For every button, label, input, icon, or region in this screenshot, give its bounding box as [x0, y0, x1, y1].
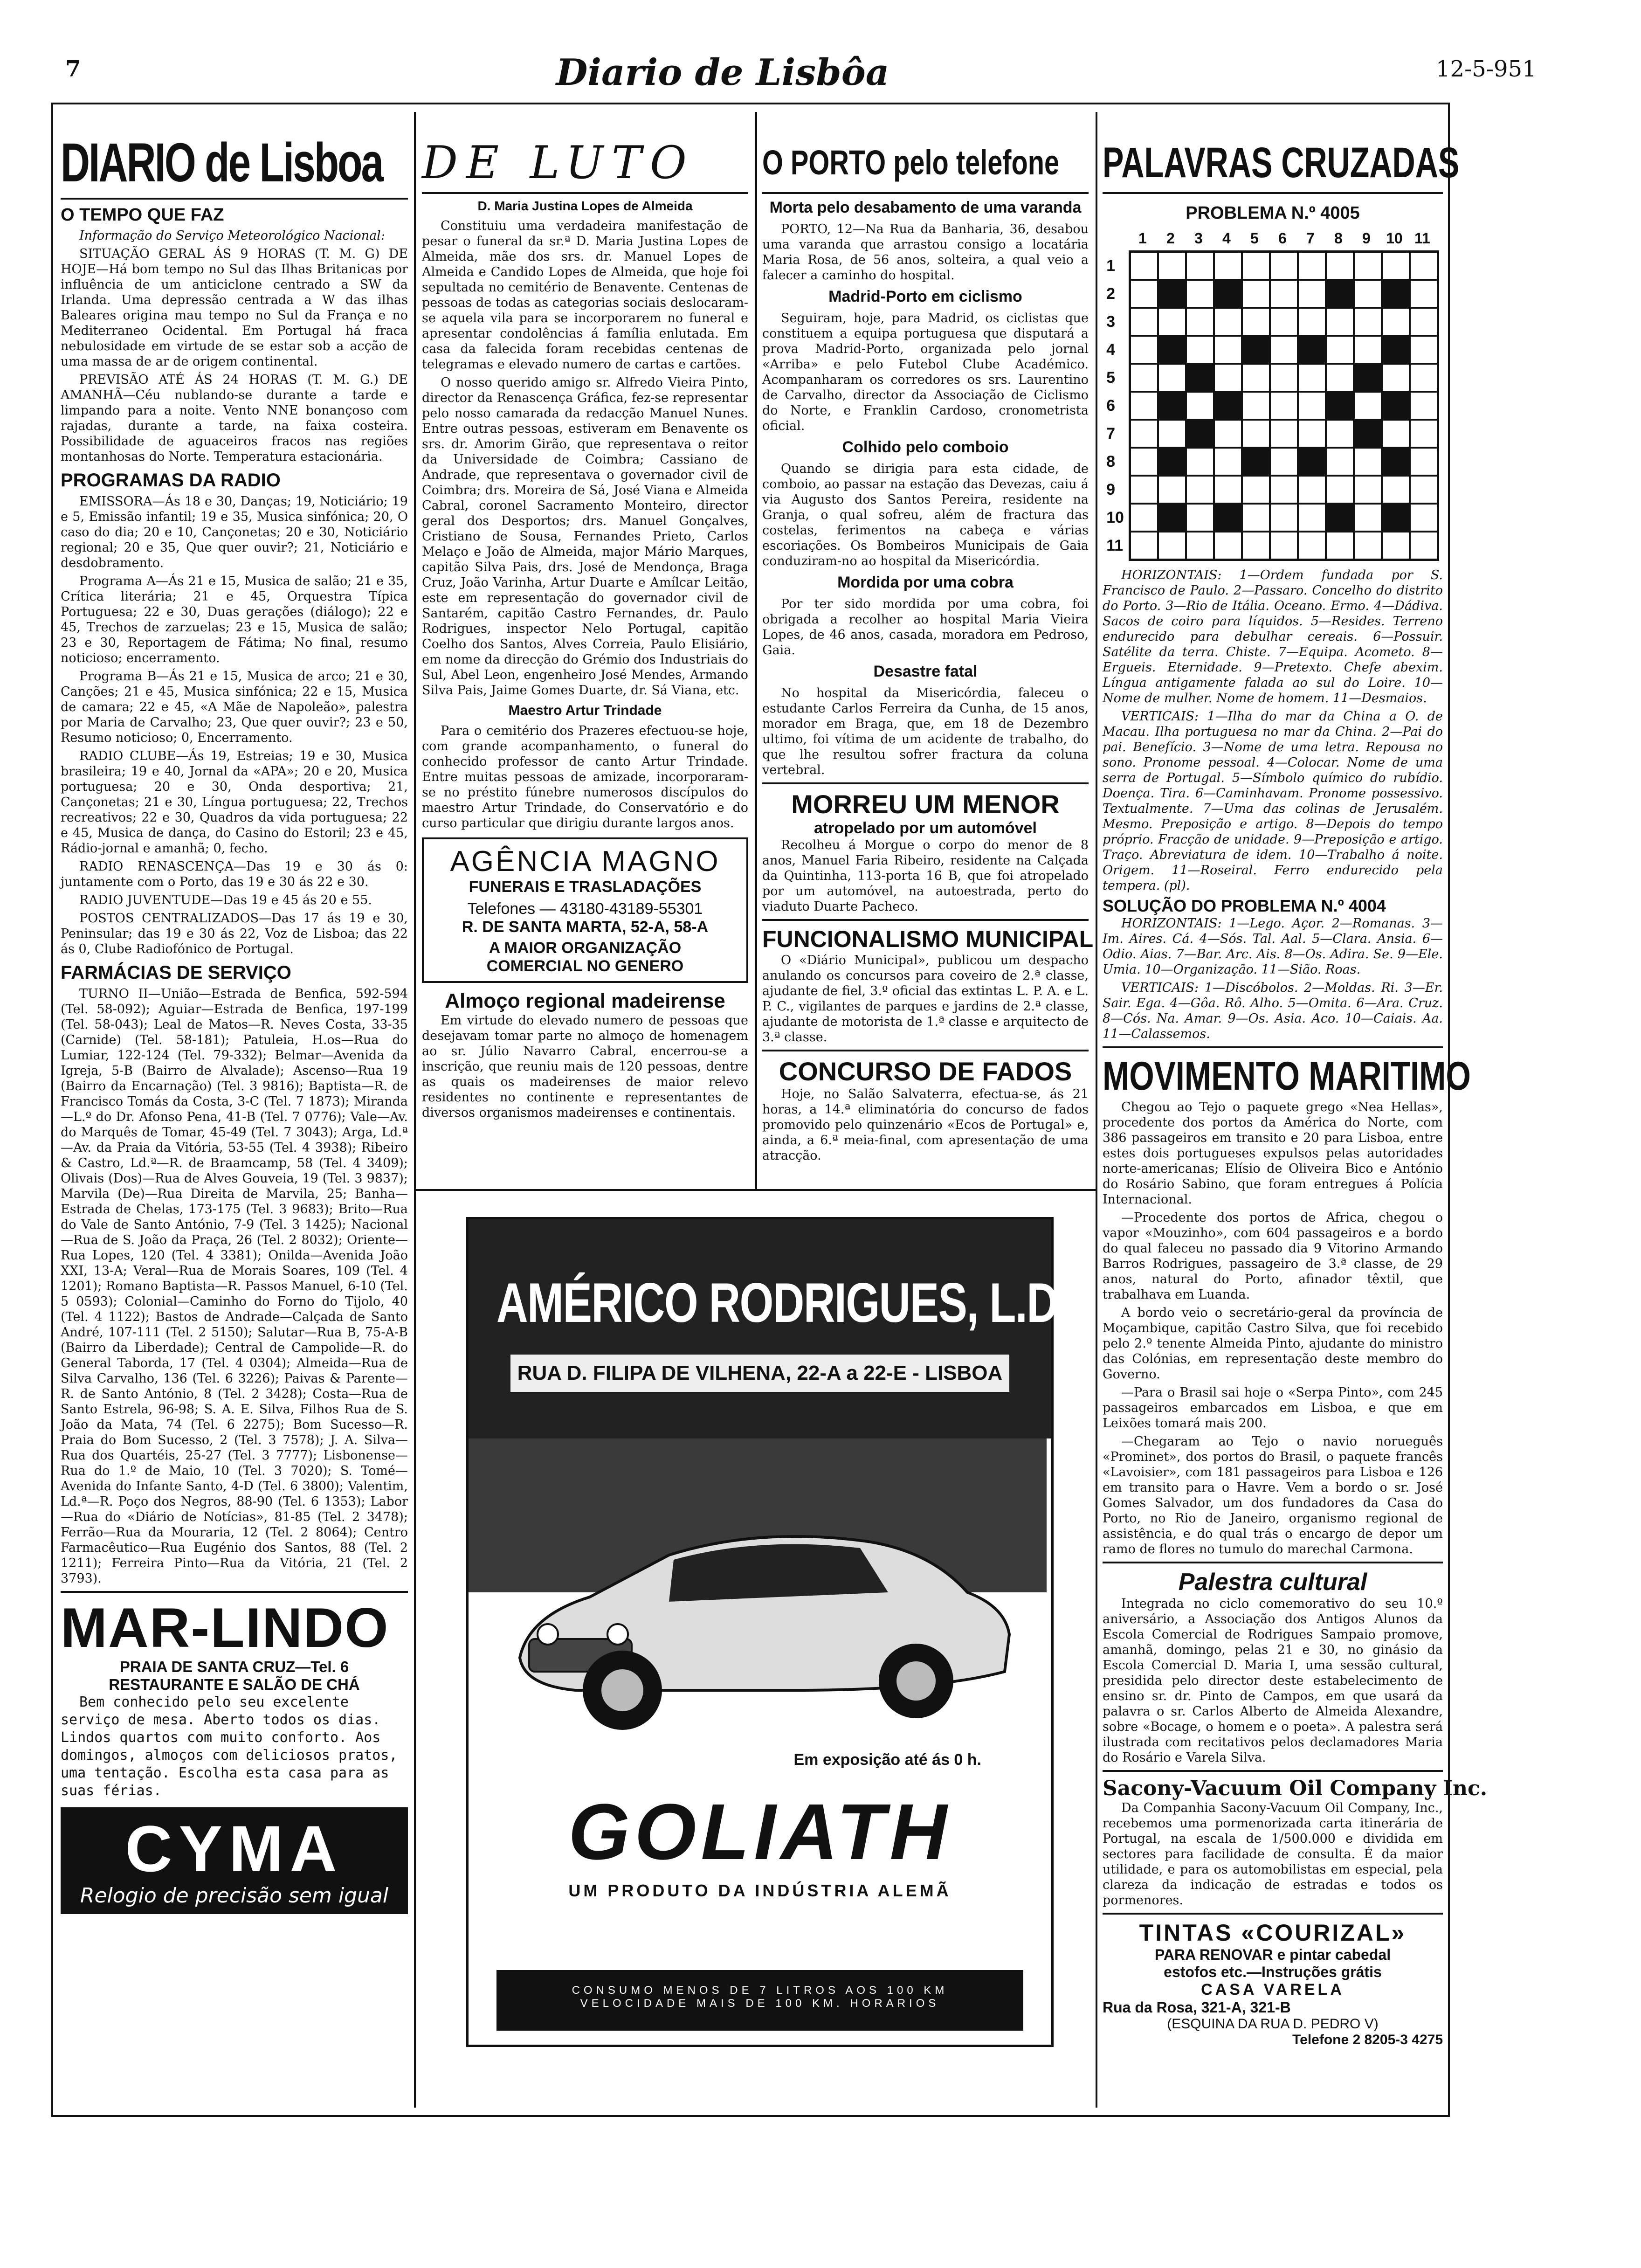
strip-line-1: CONSUMO MENOS DE 7 LITROS AOS 100 KM — [572, 1984, 948, 1997]
crossword-black-cell — [1214, 392, 1242, 420]
magno-title: AGÊNCIA MAGNO — [450, 845, 720, 878]
crossword-col-number: 4 — [1222, 230, 1231, 247]
crossword-black-cell — [1298, 448, 1326, 476]
radio-item: Programa B—Ás 21 e 15, Musica de arco; 21 e 30, Canções; 21 e 45, Musica sinfónica; 22 e 15, Musica de camara; 22 e 45, «A Mãe de Napoleão», palestra por Maria de Carvalho; 23, Que quer ouvir?; 23 e 50, Resumo noticioso; 0, Encerramento. — [61, 669, 408, 745]
crossword-row-number: 1 — [1106, 257, 1115, 275]
crossword-col-number: 8 — [1334, 230, 1343, 247]
marlindo-text: Bem conhecido pelo seu excelente serviço de mesa. Aberto todos os dias. Lindos quartos com muito conforto. Aos domingos, almoços com deliciosos pratos, uma tentação. Escolha esta casa para as suas férias. — [61, 1694, 398, 1799]
porto-s2: Madrid-Porto em ciclismo — [828, 288, 1022, 305]
crossword-black-cell — [1354, 420, 1382, 448]
crossword-cell — [1382, 476, 1410, 504]
crossword-black-cell — [1214, 280, 1242, 308]
crossword-cell — [1298, 504, 1326, 532]
crossword-cell — [1214, 448, 1242, 476]
maritimo-p1: Chegou ao Tejo o paquete grego «Nea Hellas», procedente dos portos da América do Norte, com 386 passageiros em transito e 20 para Lisboa, entre estes dois portugueses expulsos pelas autoridades norte-americanas; Elísio de Oliveira Bico e António do Rosário Sabino, que foram entregues á Polícia Internacional. — [1103, 1100, 1443, 1207]
crossword-cell — [1326, 364, 1354, 392]
crossword-cell — [1130, 336, 1158, 364]
crossword-cell — [1242, 308, 1270, 336]
magno-line2: COMERCIAL NO GENERO — [486, 957, 684, 975]
crossword-cell — [1130, 532, 1158, 560]
crossword-black-cell — [1382, 280, 1410, 308]
crossword-black-cell — [1298, 336, 1326, 364]
luto-p1: Constituiu uma verdadeira manifestação de pesar o funeral da sr.ª D. Maria Justina Lopes de Almeida, mãe dos srs. dr. Manuel Lopes de Almeida e Candido Lopes de Almeida, que hoje foi sepultada no cemitério de Benavente. Centenas de pessoas de todas as categorias sociais deslocaram-se aquela vila para se incorporarem no funeral e apresentar condolências á família enlutada. Em casa da falecida foram recebidas centenas de telegramas e elevado numero de cartas e cartões. — [422, 219, 748, 372]
crossword-cell — [1186, 532, 1214, 560]
crossword-col-number: 1 — [1138, 230, 1147, 247]
crossword-cell — [1186, 280, 1214, 308]
crossword-cell — [1382, 252, 1410, 280]
crossword-cell — [1130, 364, 1158, 392]
crossword-cell — [1270, 420, 1298, 448]
crossword-cell — [1298, 532, 1326, 560]
crossword-cell — [1186, 448, 1214, 476]
cyma-sub: Relogio de precisão sem igual — [80, 1884, 389, 1908]
porto-p3: Quando se dirigia para esta cidade, de comboio, ao passar na estação das Devezas, caiu á via Augusto dos Santos Pereira, residente na Granja, o qual sofreu, além de fractura das costelas, ferimentos na cabeça e várias escoriações. Os Bombeiros Municipais de Gaia conduziram-no ao hospital da Misericórdia. — [762, 462, 1089, 568]
maritimo-p5: —Chegaram ao Tejo o navio norueguês «Prominet», dos portos do Brasil, o paquete francês «Lavoisier», com 181 passageiros para Lisboa e 126 em transito para o Havre. Vem a bordo o sr. José Gomes Salvador, um dos fundadores da Casa do Porto, no Rio de Janeiro, organismo regional de assistência, e do qual trás o encargo de depor um ramo de flores no tumulo do marechal Carmona. — [1103, 1434, 1443, 1556]
crossword-cell — [1298, 364, 1326, 392]
crossword-cell — [1410, 448, 1438, 476]
crossword-cell — [1158, 308, 1186, 336]
crossword-cell — [1354, 504, 1382, 532]
porto-title: O PORTO pelo telefone — [762, 143, 1060, 182]
marlindo-sub1: PRAIA DE SANTA CRUZ—Tel. 6 — [119, 1658, 349, 1675]
crossword-row-number: 5 — [1106, 369, 1115, 387]
crossword-cell — [1242, 420, 1270, 448]
crossword-cell — [1242, 280, 1270, 308]
porto-p2: Seguiram, hoje, para Madrid, os ciclistas que constituem a equipa portuguesa que disputará a prova Madrid-Porto, organizada pelo jornal «Arriba» e pelo Futebol Clube Académico. Acompanharam os corredores os srs. Laurentino de Carvalho, director da Associação de Ciclismo do Norte, e Franklin Cardoso, cronometrista oficial. — [762, 311, 1089, 433]
crossword-cell — [1410, 280, 1438, 308]
crossword-cell — [1270, 448, 1298, 476]
radio-item: POSTOS CENTRALIZADOS—Das 17 ás 19 e 30, Peninsular; das 19 e 30 ás 22, Voz de Lisboa; das 22 ás 0, Clube Radiofónico de Portugal. — [61, 911, 408, 956]
maritimo-p2: —Procedente dos portos de Africa, chegou o vapor «Mouzinho», com 604 passageiros e a bordo do qual faleceu no passado dia 9 Vitorino Armando Barros Rodrigues, passageiro de 3.ª classe, de 29 anos, natural do Porto, afinador têxtil, que trabalhava em Luanda. — [1103, 1210, 1443, 1302]
crossword-col-number: 9 — [1362, 230, 1371, 247]
tintas-line: Telefone 2 8205-3 4275 — [1292, 2032, 1443, 2047]
crossword-black-cell — [1158, 392, 1186, 420]
menor-title: MORREU UM MENOR — [791, 789, 1060, 819]
crossword-cell — [1298, 280, 1326, 308]
crossword-col-number: 6 — [1278, 230, 1287, 247]
weather-situation: SITUAÇÃO GERAL ÁS 9 HORAS (T. M. G) DE HOJE—Há bom tempo no Sul das Ilhas Britanicas por influência de um anticiclone centrado a SW da Irlanda. Uma depressão centrada a W das ilhas Baleares origina mau tempo no Sul da França e no Mediterraneo Ocidental. Em Portugal há fraca nebulosidade em virtude de se estar sob a acção de uma massa de ar de origem continental. — [61, 247, 408, 369]
crossword-cell — [1186, 252, 1214, 280]
page-number: 7 — [65, 56, 81, 82]
marlindo-sub2: RESTAURANTE E SALÃO DE CHÁ — [109, 1676, 360, 1693]
crossword-row-number: 7 — [1106, 425, 1115, 443]
crossword-black-cell — [1214, 504, 1242, 532]
crossword-cell — [1214, 420, 1242, 448]
crossword-cell — [1298, 308, 1326, 336]
crossword-cell — [1214, 308, 1242, 336]
weather-intro: Informação do Serviço Meteorológico Nacional: — [79, 228, 385, 243]
crossword-cell — [1382, 532, 1410, 560]
crossword-cell — [1298, 392, 1326, 420]
luto-title: DE LUTO — [422, 137, 695, 189]
crossword-row-number: 4 — [1106, 341, 1115, 359]
row-numbers — [1106, 252, 1124, 561]
crossword-cell — [1130, 308, 1158, 336]
crossword-col-number: 10 — [1386, 230, 1403, 247]
luto-p2: O nosso querido amigo sr. Alfredo Vieira Pinto, director da Renascença Gráfica, fez-se representar pelo nosso camarada da redacção Manuel Nunes. Entre outras pessoas, estiveram em Benavente os srs. dr. Amorim Girão, que representava o reitor da Universidade de Coimbra; Cassiano de Andrade, que representava o governador civil de Coimbra; drs. Moreira de Sá, José Viana e Almeida Cabral, coronel Sacramento Monteiro, director geral dos Desportos; drs. Manuel Gonçalves, Cristiano de Sousa, Fernandes Prieto, Carlos Melaço e João de Almeida, major Mário Marques, capitão Silva Pais, drs. José de Mendonça, Braga Cruz, João Varinha, Artur Duarte e Amílcar Leitão, este em representação do governador civil de Santarém, capitão Castro Fernandes, dr. Paulo Rodrigues, inspector Nelo Portugal, capitão Coelho dos Santos, Alves Correia, Paulo Elisiário, em nome da direcção do Grémio dos Industriais do Sul, Abel Leon, engenheiro José Mendes, Armando Silva Pais, Jaime Gomes Duarte, dr. Sá Viana, etc. — [422, 375, 748, 698]
radio-item: RADIO JUVENTUDE—Das 19 e 45 ás 20 e 55. — [79, 893, 372, 907]
crossword-cell — [1326, 252, 1354, 280]
crossword-col-number: 5 — [1250, 230, 1259, 247]
crossword-col-number: 7 — [1306, 230, 1315, 247]
tintas-line: estofos etc.—Instruções grátis — [1164, 1964, 1382, 1980]
goliath-tagline: UM PRODUTO DA INDÚSTRIA ALEMÃ — [568, 1881, 952, 1900]
masthead: DIARIO de Lisboa — [61, 132, 383, 194]
crossword-row-number: 6 — [1106, 397, 1115, 415]
crossword-cell — [1130, 252, 1158, 280]
problem-title: PROBLEMA N.º 4005 — [1186, 203, 1360, 223]
crossword-black-cell — [1242, 336, 1270, 364]
crossword-cell — [1242, 364, 1270, 392]
crossword-cell — [1270, 476, 1298, 504]
weather-forecast: PREVISÃO ATÉ ÁS 24 HORAS (T. M. G.) DE AMANHÃ—Céu nublando-se durante a tarde e limpando para a noite. Vento NNE bonançoso com rajadas, durante a tarde, na faixa costeira. Possibilidade de aguaceiros fracos nas regiões montanhosas do Norte. Temperatura estacionária. — [61, 373, 408, 464]
tintas-ad — [1103, 1919, 1443, 2048]
crossword-cell — [1214, 336, 1242, 364]
crossword-row-number: 10 — [1106, 509, 1124, 526]
magno-ad — [422, 837, 748, 983]
palestra-title: Palestra cultural — [1178, 1569, 1367, 1596]
cyma-ad — [61, 1807, 408, 1914]
crossword-cell — [1354, 308, 1382, 336]
almoco-text: Em virtude do elevado numero de pessoas que desejavam tomar parte no almoço de homenagem ao sr. Júlio Navarro Cabral, encerrou-se a inscrição, que reuniu mais de 120 pessoas, dentre as quais os madeirenses de maior relevo residentes no continente e representantes de diversos organismos madeirenses e continentais. — [422, 1013, 748, 1120]
column-4 — [1103, 135, 1488, 2108]
porto-s4: Mordida por uma cobra — [837, 574, 1014, 591]
crossword-cell — [1298, 476, 1326, 504]
radio-item: RADIO RENASCENÇA—Das 19 e 30 ás 0: juntamente com o Porto, das 19 e 30 ás 22 e 30. — [61, 859, 408, 889]
crossword-cell — [1214, 252, 1242, 280]
crossword-black-cell — [1326, 504, 1354, 532]
porto-s1: Morta pelo desabamento de uma varanda — [769, 199, 1082, 216]
goliath-logo: GOLIATH — [568, 1788, 952, 1876]
goliath-strip — [496, 1970, 1023, 2031]
func-text: O «Diário Municipal», publicou um despacho anulando os concursos para coveiro de 2.ª classe, ajudante de fiel, 3.º oficial das extintas L. P. A. e L. P. C., vigilantes de parques e jardins de 2.ª classe, ajudante de motorista de 1.ª classe e arquitecto de 3.ª classe. — [762, 953, 1089, 1044]
strip-line-2: VELOCIDADE MAIS DE 100 KM. HORARIOS — [580, 1997, 940, 2010]
goliath-ad — [466, 1217, 1089, 2047]
magno-sub: FUNERAIS E TRASLADAÇÕES — [469, 878, 702, 896]
magno-phone: Telefones — 43180-43189-55301 — [467, 900, 703, 918]
crossword-black-cell — [1158, 280, 1186, 308]
crossword-black-cell — [1158, 448, 1186, 476]
column-2 — [422, 135, 748, 1180]
tintas-line: PARA RENOVAR e pintar cabedal — [1154, 1946, 1391, 1963]
trindade-text: Para o cemitério dos Prazeres efectuou-se hoje, com grande acompanhamento, o funeral do conhecido professor de canto Artur Trindade. Entre muitas pessoas de amizade, incorporaram-se no préstito fúnebre numerosos discípulos do maestro Artur Trindade, do Conservatório e do curso particular que dirigiu durante largos anos. — [422, 724, 748, 830]
crossword-cell — [1354, 280, 1382, 308]
column-3 — [762, 135, 1094, 1180]
crossword-cell — [1326, 336, 1354, 364]
trindade-sub: Maestro Artur Trindade — [508, 703, 662, 718]
porto-s5: Desastre fatal — [873, 663, 978, 680]
crossword-cell — [1326, 448, 1354, 476]
magno-line1: A MAIOR ORGANIZAÇÃO — [489, 939, 682, 957]
crossword-grid — [1129, 250, 1439, 561]
car-illustration — [469, 1438, 1047, 1742]
crossword-black-cell — [1326, 392, 1354, 420]
crossword-cell — [1130, 476, 1158, 504]
ad-top-rule — [414, 1189, 1097, 1191]
crossword-black-cell — [1326, 280, 1354, 308]
newspaper-title: Diario de Lisbôa — [556, 51, 889, 94]
crossword-row-number: 8 — [1106, 453, 1115, 470]
crossword-cell — [1326, 420, 1354, 448]
menor-text: Recolheu á Morgue o corpo do menor de 8 anos, Manuel Faria Ribeiro, residente na Calçada da Quintinha, 113-porta 16 B, que foi atropelado por um automóvel, na autoestrada, perto do viaduto Duarte Pacheco. — [762, 838, 1089, 914]
crossword-title: PALAVRAS CRUZADAS — [1103, 139, 1460, 187]
tintas-line: Rua da Rosa, 321-A, 321-B — [1103, 1999, 1291, 2016]
crossword-cell — [1242, 252, 1270, 280]
tintas-line: (ESQUINA DA RUA D. PEDRO V) — [1167, 2016, 1379, 2032]
crossword-cell — [1326, 308, 1354, 336]
crossword-cell — [1354, 336, 1382, 364]
pharmacy-list: TURNO II—União—Estrada de Benfica, 592-594 (Tel. 58-092); Aguiar—Estrada de Benfica, 197-199 (Tel. 58-043); Leal de Matos—R. Neves Costa, 33-35 (Carnide) (Tel. 58-181); Patuleia, H.os—Rua do Lumiar, 122-124 (Tel. 79-332); Belmar—Avenida da Igreja, 5-B (Bairro de Alvalade); Ascenso—Rua 19 (Bairro da Encarnação) (Tel. 3 9816); Baptista—R. de Francisco Tomás da Costa, 3-C (Tel. 7 1873); Miranda—L.º do Dr. Afonso Pena, 41-B (Tel. 7 0776); Vale—Av. do Marquês de Tomar, 45-49 (Tel. 7 3043); Arga, Ld.ª—Av. da Praia da Vitória, 53-55 (Tel. 4 3938); Ribeiro & Castro, Ld.ª—R. de Braamcamp, 58 (Tel. 4 3409); Olivais (Dos)—Rua de Alves Gouveia, 19 (Tel. 3 9837); Marvila (De)—Rua Direita de Marvila, 25; Banha—Estrada de Chelas, 173-175 (Tel. 3 9683); Brito—Rua do Vale de Santo António, 7-9 (Tel. 3 1425); Nacional—Rua de S. João da Praça, 26 (Tel. 2 8032); Oriente—Rua Lopes, 120 (Tel. 4 3381); Onilda—Avenida João XXI, 13-A; Veral—Rua de Morais Soares, 109 (Tel. 4 1201); Romano Baptista—R. Passos Manuel, 6-10 (Tel. 5 0593); Colonial—Caminho do Forno do Tijolo, 40 (Tel. 4 1122); Bastos de Andrade—Calçada de Santo André, 107-111 (Tel. 2 5150); Salutar—Rua B, 75-A-B (Bairro da Liberdade); Central de Campolide—R. do General Taborda, 17 (Tel. 4 0304); Almeida—Rua de Silva Carvalho, 136 (Tel. 6 3226); Paivas & Parente—R. de Santo António, 8 (Tel. 2 3428); Costa—Rua de Santo Estrela, 96-98; S. A. E. Silva, Filhos Rua de S. João da Mata, 74 (Tel. 6 2275); Bom Sucesso—R. Praia do Bom Sucesso, 2 (Tel. 3 7578); J. A. Silva—Rua dos Quartéis, 25-27 (Tel. 3 7777); Lisbonense—Rua do 1.º de Maio, 10 (Tel. 3 7020); S. Tomé—Avenida do Infante Santo, 4-D (Tel. 6 3800); Valentim, Ld.ª—R. Poço dos Negros, 88-90 (Tel. 6 1353); Labor—Rua do «Diário de Notícias», 81-85 (Tel. 2 3478); Ferrão—Rua da Mouraria, 12 (Tel. 2 8064); Centro Farmacêutico—Rua Eugénio dos Santos, 88 (Tel. 2 1211); Ferreira Pinto—Rua da Vitória, 21 (Tel. 2 3793). — [61, 987, 408, 1586]
goliath-top — [469, 1219, 1089, 1438]
crossword-cell — [1186, 476, 1214, 504]
crossword-cell — [1242, 476, 1270, 504]
crossword-cell — [1186, 504, 1214, 532]
porto-p5: No hospital da Misericórdia, faleceu o estudante Carlos Ferreira da Cunha, de 15 anos, morador em Braga, que, em 18 de Dezembro ultimo, foi vítima de um acidente de trabalho, do que lhe resultou sofrer fractura da coluna vertebral. — [762, 686, 1089, 777]
crossword-row-number: 3 — [1106, 313, 1115, 331]
crossword-cell — [1270, 252, 1298, 280]
crossword-cell — [1354, 448, 1382, 476]
almoco-title: Almoço regional madeirense — [445, 989, 725, 1012]
crossword-horizontal: HORIZONTAIS: 1—Ordem fundada por S. Francisco de Paulo. 2—Passaro. Concelho do distrito do Porto. 3—Rio de Itália. Oceano. Ermo. 4—Dádiva. Sacos de coiro para líquidos. 5—Resides. Terreno endurecido para debulhar cereais. 6—Possuir. Satélite da terra. Chiste. 7—Equipa. Acometo. 8—Ergueis. Eternidade. 9—Pretexto. Chefe abexim. Língua antigamente falada ao sul do Loire. 10—Nome de mulher. Nome de homem. 11—Desmaios. — [1103, 568, 1443, 705]
radio-title: PROGRAMAS DA RADIO — [61, 470, 281, 491]
crossword-black-cell — [1186, 420, 1214, 448]
crossword-cell — [1382, 308, 1410, 336]
menor-sub: atropelado por um automóvel — [814, 819, 1037, 837]
crossword-cell — [1298, 420, 1326, 448]
crossword-cell — [1130, 392, 1158, 420]
crossword-cell — [1158, 364, 1186, 392]
expo-note: Em exposição até ás 0 h. — [793, 1751, 981, 1769]
sacony-text: Da Companhia Sacony-Vacuum Oil Company, Inc., recebemos uma pormenorizada carta itinerária de Portugal, na escala de 1/500.000 e dividida em sectores para facilidade de consulta. É da maior utilidade, e para os automobilistas em especial, pela clareza da indicação de estradas e todos os pormenores. — [1103, 1801, 1443, 1908]
crossword-row-number: 9 — [1106, 481, 1115, 498]
luto-sub: D. Maria Justina Lopes de Almeida — [477, 199, 693, 213]
crossword-cell — [1326, 476, 1354, 504]
crossword-cell — [1354, 252, 1382, 280]
crossword-cell — [1270, 504, 1298, 532]
crossword-cell — [1410, 476, 1438, 504]
crossword-cell — [1158, 476, 1186, 504]
crossword-black-cell — [1382, 336, 1410, 364]
crossword-cell — [1382, 420, 1410, 448]
crossword-cell — [1410, 532, 1438, 560]
crossword-vertical: VERTICAIS: 1—Ilha do mar da China a O. de Macau. Ilha portuguesa no mar da China. 2—Pai do pai. Benefício. 3—Nome de uma letra. Repousa no sono. Pronome pessoal. 4—Colocar. Nome de uma serra de Portugal. 5—Símbolo químico do rubídio. Doença. Tira. 6—Caminhavam. Pronome possessivo. Textualmente. 7—Uma das colinas de Jerusalém. Mesmo. Preposição e artigo. 8—Depois do tempo próprio. Fracção de unidade. 9—Preposição e artigo. Traço. Abreviatura de idem. 10—Trabalho á noite. Origem. 11—Roseiral. Ferro endurecido pela tempera. (pl). — [1103, 709, 1443, 893]
page-date: 12-5-951 — [1436, 56, 1537, 82]
dealer-address: RUA D. FILIPA DE VILHENA, 22-A a 22-E - LISBOA — [510, 1355, 1009, 1392]
crossword-cell — [1270, 392, 1298, 420]
crossword-cell — [1130, 280, 1158, 308]
column-1 — [61, 132, 408, 2108]
crossword-cell — [1410, 252, 1438, 280]
crossword-cell — [1214, 364, 1242, 392]
crossword-cell — [1270, 364, 1298, 392]
crossword-cell — [1130, 504, 1158, 532]
weather-title: O TEMPO QUE FAZ — [61, 205, 224, 225]
crossword-cell — [1410, 308, 1438, 336]
crossword-black-cell — [1158, 504, 1186, 532]
crossword-col-number: 2 — [1166, 230, 1175, 247]
dealer-name: AMÉRICO RODRIGUES, L.DA — [496, 1272, 1089, 1334]
crossword-cell — [1242, 504, 1270, 532]
crossword-black-cell — [1186, 364, 1214, 392]
maritimo-title: MOVIMENTO MARITIMO — [1103, 1054, 1471, 1099]
column-divider — [755, 112, 757, 1189]
cyma-title: CYMA — [125, 1812, 344, 1885]
crossword-cell — [1158, 532, 1186, 560]
radio-item: EMISSORA—Ás 18 e 30, Danças; 19, Noticiário; 19 e 5, Emissão infantil; 19 e 35, Musica sinfónica; 20, O caso do dia; 20 e 10, Cançonetas; 20 e 30, Noticiário regional; 20 e 35, Que quer ouvir?; 21, Noticiário e desdobramento. — [61, 494, 408, 570]
crossword-cell — [1354, 476, 1382, 504]
col-numbers — [1129, 230, 1439, 250]
solution-vertical: VERTICAIS: 1—Discóbolos. 2—Moldas. Ri. 3—Er. Sair. Ega. 4—Gôa. Rô. Alho. 5—Omita. 6—Ara. Cruz. 8—Cós. Na. Amar. 9—Os. Asia. Aco. 10—Caiais. Aa. 11—Calassemos. — [1103, 981, 1443, 1041]
func-title: FUNCIONALISMO MUNICIPAL — [762, 926, 1094, 952]
column-divider — [1096, 112, 1097, 2108]
crossword-cell — [1410, 364, 1438, 392]
crossword-black-cell — [1354, 364, 1382, 392]
crossword-cell — [1326, 532, 1354, 560]
crossword-cell — [1186, 392, 1214, 420]
crossword-cell — [1270, 280, 1298, 308]
column-divider — [414, 112, 416, 2108]
crossword-black-cell — [1242, 448, 1270, 476]
radio-item: Programa A—Ás 21 e 15, Musica de salão; 21 e 35, Crítica literária; 21 e 45, Orquestra Típica Portuguesa; 22 e 30, Duas gerações (diálogo); 22 e 45, Trechos de zarzuelas; 23 e 15, Musica de salão; 23 e 30, Reportagem de Fátima; No final, resumo noticioso; encerramento. — [61, 574, 408, 665]
marlindo-ad — [61, 1597, 408, 1800]
palestra-text: Integrada no ciclo comemorativo do seu 10.º aniversário, a Associação dos Antigos Alunos da Escola Comercial de Rodrigues Sampaio promove, amanhã, domingo, pelas 21 e 30, no ginásio da Escola Comercial D. Maria I, uma sessão cultural, presidida pelo director deste estabelecimento de ensino sr. dr. Pinto de Campos, em que usará da palavra o sr. Carlos Alberto de Almeida Alexandre, sobre «Bocage, o homem e o poeta». A palestra será ilustrada com recitativos pelos declamadores Maria do Rosário e Varela Silva. — [1103, 1597, 1443, 1765]
fados-text: Hoje, no Salão Salvaterra, efectua-se, ás 21 horas, a 14.ª eliminatória do concurso de fados promovido pelo quinzenário «Ecos de Portugal» e, ainda, a 6.ª meia-final, com apresentação de uma atracção. — [762, 1087, 1089, 1163]
crossword-cell — [1410, 336, 1438, 364]
crossword-row-number: 11 — [1106, 537, 1124, 554]
porto-s3: Colhido pelo comboio — [842, 438, 1009, 456]
crossword-cell — [1270, 336, 1298, 364]
crossword-cell — [1270, 532, 1298, 560]
crossword-cell — [1186, 308, 1214, 336]
porto-p4: Por ter sido mordida por uma cobra, foi obrigada a recolher ao hospital Maria Vieira Lopes, de 46 anos, casada, moradora em Pedroso, Gaia. — [762, 597, 1089, 657]
crossword-cell — [1158, 252, 1186, 280]
crossword-col-number: 3 — [1194, 230, 1203, 247]
crossword-cell — [1270, 308, 1298, 336]
crossword-col-number: 11 — [1414, 230, 1430, 247]
porto-p1: PORTO, 12—Na Rua da Banharia, 36, desabou uma varanda que arrastou consigo a locatária Maria Rosa, de 56 anos, solteira, a qual veio a falecer a caminho do hospital. — [762, 222, 1089, 283]
crossword-cell — [1354, 392, 1382, 420]
crossword-cell — [1158, 420, 1186, 448]
crossword-cell — [1298, 252, 1326, 280]
crossword-cell — [1214, 476, 1242, 504]
crossword-cell — [1130, 448, 1158, 476]
crossword-row-number: 2 — [1106, 285, 1115, 303]
crossword-cell — [1410, 420, 1438, 448]
crossword-cell — [1186, 336, 1214, 364]
crossword-cell — [1410, 392, 1438, 420]
crossword-black-cell — [1382, 392, 1410, 420]
maritimo-p4: —Para o Brasil sai hoje o «Serpa Pinto», com 245 passageiros embarcados em Lisboa, e que em Leixões tomará mais 200. — [1103, 1385, 1443, 1431]
marlindo-title: MAR-LINDO — [61, 1597, 389, 1659]
crossword-cell — [1242, 532, 1270, 560]
tintas-line: CASA VARELA — [1201, 1981, 1345, 1998]
crossword-black-cell — [1382, 448, 1410, 476]
crossword-cell — [1410, 504, 1438, 532]
crossword-cell — [1382, 364, 1410, 392]
fados-title: CONCURSO DE FADOS — [779, 1057, 1072, 1086]
magno-address: R. DE SANTA MARTA, 52-A, 58-A — [462, 918, 709, 936]
crossword-cell — [1354, 532, 1382, 560]
crossword — [1103, 230, 1443, 561]
crossword-cell — [1242, 392, 1270, 420]
crossword-black-cell — [1382, 504, 1410, 532]
pharmacy-title: FARMÁCIAS DE SERVIÇO — [61, 962, 291, 983]
maritimo-p3: A bordo veio o secretário-geral da província de Moçambique, capitão Castro Silva, que foi recebido pelo 2.º tenente Almeida Pinto, ajudante do ministro das Colónias, em representação deste membro do Governo. — [1103, 1306, 1443, 1382]
sacony-title: Sacony-Vacuum Oil Company Inc. — [1103, 1777, 1488, 1800]
tintas-title: TINTAS «COURIZAL» — [1139, 1920, 1407, 1946]
solution-horizontal: HORIZONTAIS: 1—Lego. Açor. 2—Romanas. 3—Im. Aires. Cá. 4—Sós. Tal. Aal. 5—Clara. Ansia. 6—Odio. Aias. 7—Bar. Arc. Ais. 8—Os. Adira. Se. 9—Ele. Umia. 10—Organização. 11—Sião. Roas. — [1103, 916, 1443, 977]
crossword-cell — [1214, 532, 1242, 560]
solution-title: SOLUÇÃO DO PROBLEMA N.º 4004 — [1103, 896, 1386, 915]
radio-item: RADIO CLUBE—Ás 19, Estreias; 19 e 30, Musica brasileira; 19 e 40, Jornal da «APA»; 20 e 20, Musica portuguesa; 20 e 30, Onda desportiva; 21, Cançonetas; 21 e 30, Língua portuguesa; 22, Trechos recreativos; 22 e 30, Quadros da vida portuguesa; 22 e 45, Musica de dança, do Casino do Estoril; 23 e 45, Rádio-jornal e amanhã; 0, fecho. — [61, 749, 408, 856]
crossword-cell — [1130, 420, 1158, 448]
crossword-black-cell — [1158, 336, 1186, 364]
